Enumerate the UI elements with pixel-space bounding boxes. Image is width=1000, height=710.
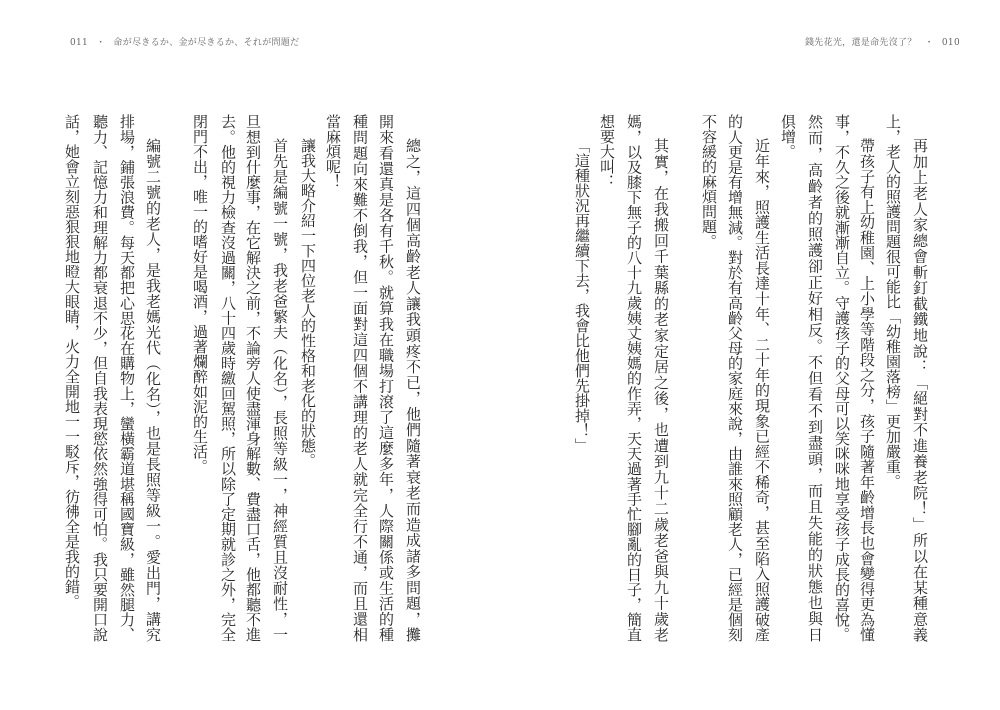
left-running-title: 命が尽きるか、金が尽きるか、それが問題だ [113,38,300,48]
text-column: 近年來，照護生活長達十年、二十年的現象已經不稀奇，甚至陷入照護破產 [753,138,771,642]
text-column: 首先是編號一號，我老爸繁夫（化名），長照等級一，神經質且沒耐性，一 [271,138,289,642]
text-column: 再加上老人家總會斬釘截鐵地說：「絕對不進養老院！」所以在某種意義 [911,138,929,642]
right-page-number: 010 [941,38,960,48]
text-column: 排場，鋪張浪費。每天都把心思花在購物上，蠻橫霸道堪稱國寶級，雖然腿力、 [118,114,136,642]
text-column: 當麻煩呢！ [324,114,342,189]
text-column: 聽力、記憶力和理解力都衰退不少，但自我表現慾依然強得可怕。我只要開口說 [91,114,109,642]
text-column: 旦想到什麼事，在它解決之前，不論旁人使盡渾身解數、費盡口舌，他都聽不進 [244,114,262,642]
text-column: 「這種狀況再繼續下去，我會比他們先掛掉！」 [573,138,591,453]
text-column: 閉門不出，唯一的嗜好是喝酒，過著爛醉如泥的生活。 [191,114,209,474]
text-column: 想要大叫： [598,114,616,189]
separator-dot: ・ [924,38,934,48]
text-column: 媽，以及膝下無子的八十九歲姨丈姨媽的作弄，天天過著手忙腳亂的日子，簡直 [625,114,643,642]
text-column: 上，老人的照護問題很可能比「幼稚園落榜」更加嚴重。 [884,114,902,489]
text-column: 不容緩的麻煩問題。 [700,114,718,249]
text-column: 然而，高齡者的照護卻正好相反。不但看不到盡頭，而且失能的狀態也與日 [806,114,824,642]
text-column: 去。他的視力檢查沒過關，八十四歲時繳回駕照，所以除了定期就診之外，完全 [219,114,237,642]
text-column: 編號二號的老人，是我老媽光代（化名），也是長照等級一。愛出門，講究 [144,138,162,642]
text-column: 種問題向來難不倒我，但一面對這四個不講理的老人就完全行不通，而且還相 [351,114,369,642]
right-page [500,0,1000,710]
right-running-title: 錢先花光，還是命先沒了？ [804,38,917,48]
separator-dot: ・ [96,38,106,48]
text-column: 俱增。 [779,114,797,159]
text-column: 其實，在我搬回千葉縣的老家定居之後，也遭到九十二歲老爸與九十歲老 [652,138,670,642]
text-column: 讓我大略介紹一下四位老人的性格和老化的狀態。 [299,138,317,468]
text-column: 的人更是有增無減。對於有高齡父母的家庭來說，由誰來照顧老人，已經是個刻 [726,114,744,642]
text-column: 總之，這四個高齡老人讓我頭疼不已，他們隨著衰老而造成諸多問題，攤 [404,138,422,642]
text-column: 話，她會立刻惡狠狠地瞪大眼睛，火力全開地一一駁斥，彷彿全是我的錯。 [63,114,81,609]
text-column: 事，不久之後就漸漸自立。守護孩子的父母可以笑咪咪地享受孩子成長的喜悅。 [833,114,851,642]
text-column: 開來看還真是各有千秋。就算我在職場打滾了這麼多年，人際關係或生活的種 [377,114,395,642]
left-page-number: 011 [70,38,89,48]
text-column: 帶孩子有上幼稚園、上小學等階段之分，孩子隨著年齡增長也會變得更為懂 [858,138,876,642]
right-running-head [805,35,960,48]
left-running-head [70,35,299,48]
